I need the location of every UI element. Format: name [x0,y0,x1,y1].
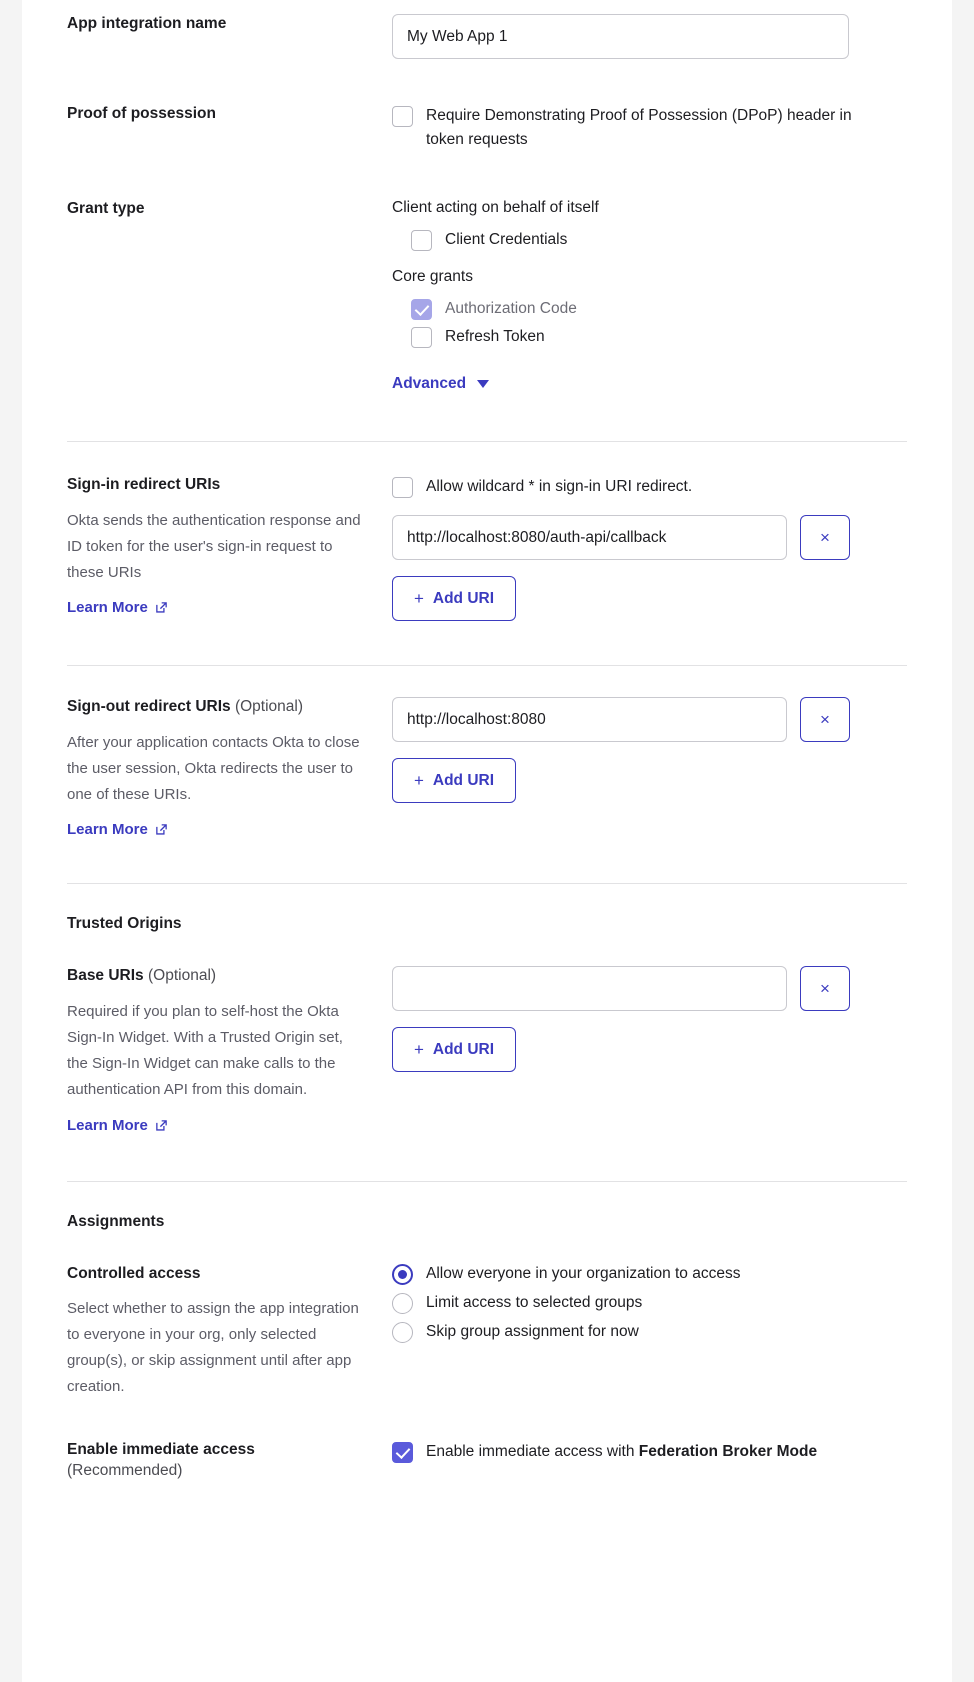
base-uris-label [67,966,374,987]
radio-limit-access-label: Limit access to selected groups [426,1294,643,1312]
radio-skip-assignment-label: Skip group assignment for now [426,1323,639,1341]
signin-redirect-label-col [67,475,392,617]
signin-redirect-uri-row [392,515,907,560]
grant-client-credentials-row[interactable] [411,228,907,252]
federation-broker-mode-label [426,1440,817,1464]
signout-redirect-optional-text: (Optional) [234,698,304,716]
grant-authorization-code-row[interactable] [411,297,907,321]
assignments-title: Assignments [67,1212,165,1230]
assignments-section [67,1182,907,1482]
controlled-access-option-limit[interactable] [392,1293,907,1314]
base-uris-optional-text: (Optional) [148,967,217,985]
controlled-access-helper: Select whether to assign the app integration to everyone in your org, only selected group(s), or skip assignment until after app creation. [67,1300,359,1395]
radio-allow-everyone[interactable] [392,1264,413,1285]
client-credentials-label: Client Credentials [445,231,568,249]
trusted-origins-title: Trusted Origins [67,915,182,933]
signout-redirect-label [67,697,374,718]
proof-of-possession-label: Proof of possession [67,105,216,122]
grant-type-label: Grant type [67,200,145,218]
dpop-checkbox[interactable] [392,106,413,127]
grant-type-row [67,156,907,393]
plus-icon: + [413,1039,424,1059]
signout-redirect-add-uri-button[interactable] [392,758,516,803]
wildcard-checkbox-row[interactable] [392,475,907,499]
proof-of-possession-label-col [67,104,392,125]
enable-immediate-access-recommended-text: (Recommended) [67,1461,183,1479]
signout-redirect-helper: After your application contacts Okta to close the user session, Okta redirects the user to one of these URIs. [67,734,360,803]
base-uri-add-uri-label: Add URI [432,1040,495,1058]
grant-type-field-col [392,199,907,393]
signout-redirect-learn-more-label: Learn More [67,821,148,839]
controlled-access-field-col [392,1264,907,1351]
grant-group-title-client: Client acting on behalf of itself [392,199,599,217]
radio-skip-assignment[interactable] [392,1322,413,1343]
signout-redirect-add-uri-label: Add URI [432,771,495,789]
app-integration-name-field-col [392,14,907,59]
signout-redirect-label-text: Sign-out redirect URIs [67,698,231,716]
signout-redirect-uri-row [392,697,907,742]
external-link-icon [155,1119,168,1132]
federation-broker-mode-text-before: Enable immediate access with [426,1442,639,1460]
federation-broker-mode-row[interactable] [392,1440,907,1464]
grant-group-items-core [411,297,907,349]
refresh-token-checkbox[interactable] [411,327,432,348]
base-uris-learn-more-label: Learn More [67,1116,148,1134]
signin-redirect-learn-more-label: Learn More [67,599,148,617]
signin-redirect-learn-more-link[interactable] [67,599,168,616]
base-uri-input[interactable] [392,966,787,1011]
base-uris-label-text: Base URIs [67,967,144,985]
signout-redirect-learn-more-link[interactable] [67,821,168,838]
signout-redirect-row [67,666,907,839]
radio-allow-everyone-label: Allow everyone in your organization to access [426,1265,741,1283]
external-link-icon [155,823,168,836]
enable-immediate-access-label-col [67,1440,392,1482]
controlled-access-option-everyone[interactable] [392,1264,907,1285]
refresh-token-label: Refresh Token [445,328,545,346]
app-integration-name-row [67,0,907,59]
enable-immediate-access-label [67,1440,374,1482]
chevron-down-icon [477,380,489,388]
authorization-code-label: Authorization Code [445,300,577,318]
signin-redirect-add-uri-button[interactable] [392,576,516,621]
dpop-checkbox-row[interactable] [392,104,907,152]
radio-limit-access[interactable] [392,1293,413,1314]
federation-broker-mode-text-bold: Federation Broker Mode [638,1442,818,1460]
federation-broker-mode-checkbox[interactable] [392,1442,413,1463]
base-uris-field-col [392,966,907,1072]
signout-redirect-uri-input[interactable] [392,697,787,742]
proof-of-possession-field-col [392,104,907,156]
signin-redirect-add-uri-label: Add URI [432,589,495,607]
signout-redirect-field-col [392,697,907,803]
form-inner [22,0,952,1481]
app-integration-name-input[interactable] [392,14,849,59]
app-integration-name-label: App integration name [67,15,227,32]
base-uri-remove-button[interactable]: × [800,966,850,1011]
client-credentials-checkbox[interactable] [411,230,432,251]
controlled-access-row [67,1231,907,1400]
signout-redirect-label-col [67,697,392,839]
enable-immediate-access-row [67,1400,907,1482]
base-uris-learn-more-link[interactable] [67,1117,168,1134]
advanced-grants-toggle[interactable] [392,375,489,393]
app-integration-name-label-col [67,14,392,35]
controlled-access-label-col [67,1264,392,1400]
proof-of-possession-row [67,59,907,156]
dpop-checkbox-label: Require Demonstrating Proof of Possession (DPoP) header in token requests [426,107,852,149]
trusted-origins-section [67,884,907,1134]
signin-redirect-helper: Okta sends the authentication response and ID token for the user's sign-in request to these URIs [67,512,361,581]
grant-type-label-col [67,199,392,220]
wildcard-checkbox-label: Allow wildcard * in sign-in URI redirect. [426,478,693,496]
enable-immediate-access-label-text: Enable immediate access [67,1440,255,1458]
signin-redirect-uri-input[interactable] [392,515,787,560]
controlled-access-label: Controlled access [67,1264,201,1282]
signin-redirect-field-col [392,475,907,621]
app-integration-form-page [22,0,952,1682]
plus-icon: + [413,588,424,608]
signin-redirect-row [67,442,907,621]
grant-group-title-core: Core grants [392,268,473,286]
grant-group-items-client [411,228,907,252]
plus-icon: + [413,770,424,790]
grant-refresh-token-row[interactable] [411,325,907,349]
base-uris-helper: Required if you plan to self-host the Okta Sign-In Widget. With a Trusted Origin set, the Sign-In Widget can make calls to the authentication API from this domain. [67,1003,343,1098]
signin-redirect-remove-button[interactable]: × [800,515,850,560]
controlled-access-option-skip[interactable] [392,1322,907,1343]
wildcard-checkbox[interactable] [392,477,413,498]
advanced-grants-label: Advanced [392,375,467,393]
base-uris-row [67,933,907,1134]
signout-redirect-remove-button[interactable]: × [800,697,850,742]
external-link-icon [155,601,168,614]
base-uri-row [392,966,907,1011]
base-uris-label-col [67,966,392,1134]
base-uri-add-uri-button[interactable] [392,1027,516,1072]
enable-immediate-access-field-col [392,1440,907,1468]
signin-redirect-label: Sign-in redirect URIs [67,476,221,494]
authorization-code-checkbox[interactable] [411,299,432,320]
